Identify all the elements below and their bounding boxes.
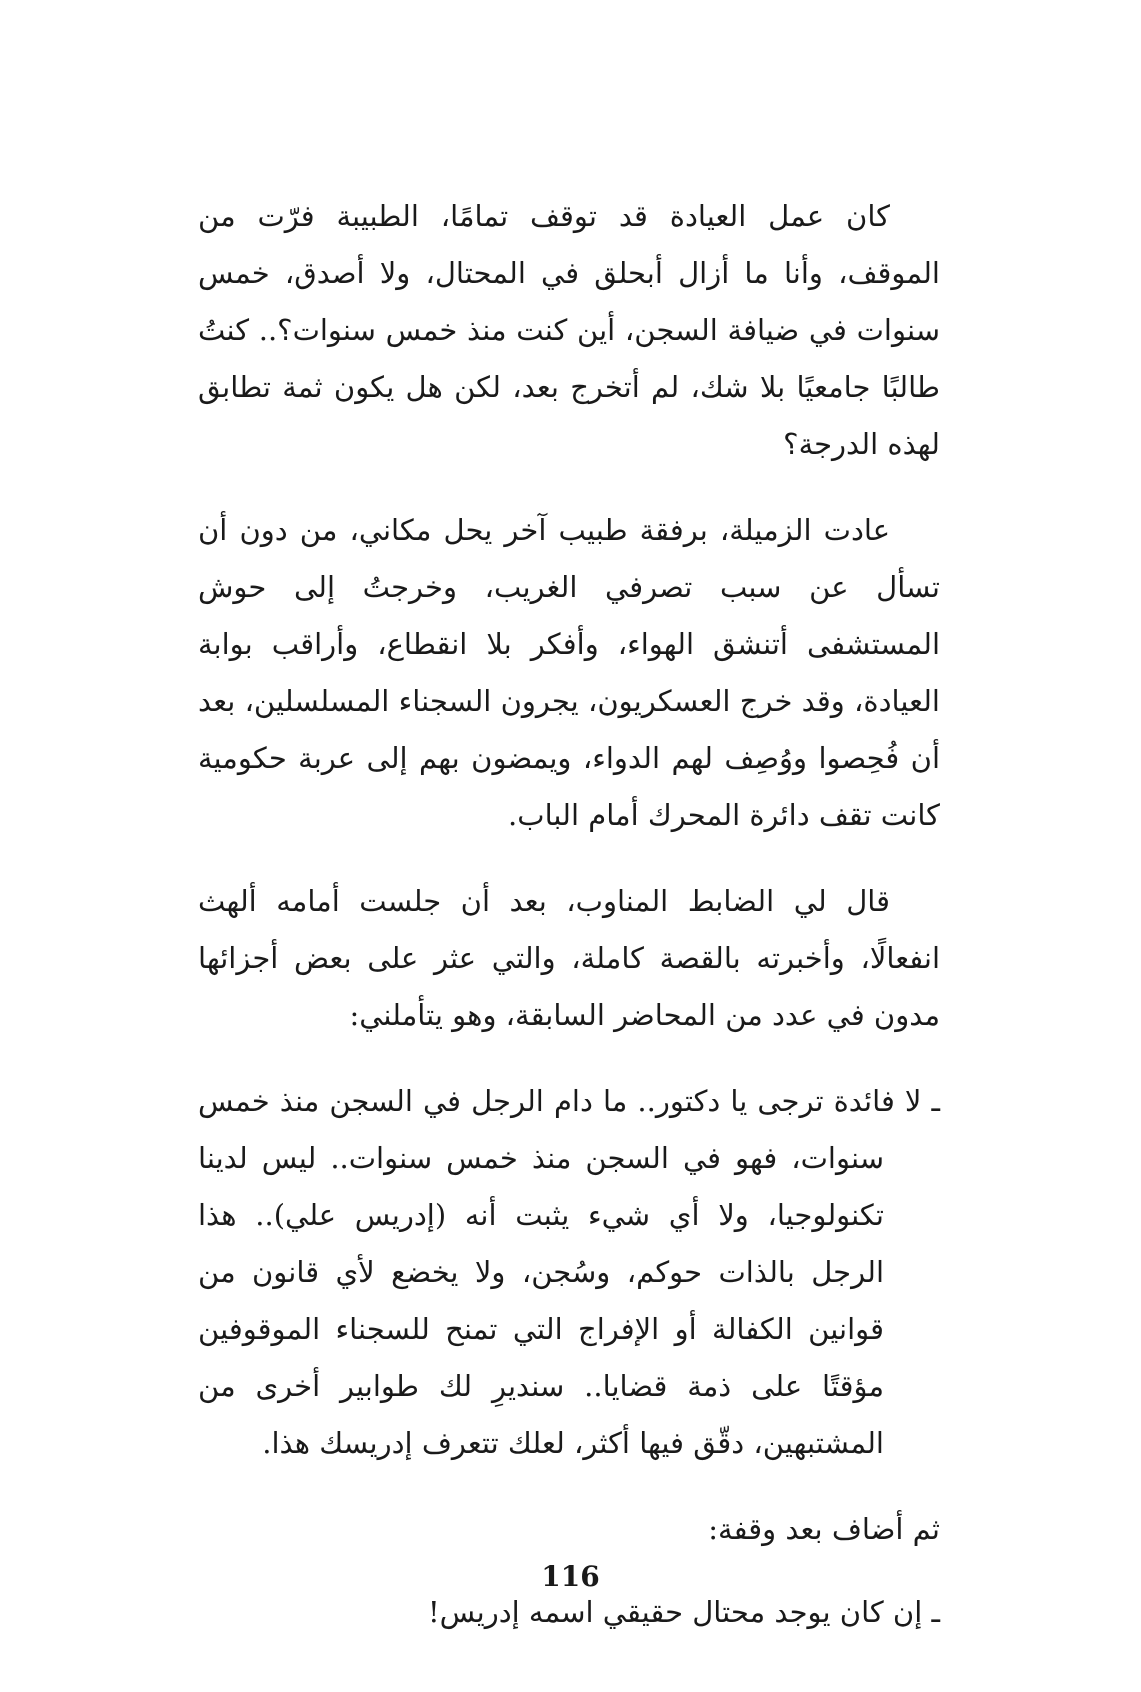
- paragraph-3: قال لي الضابط المناوب، بعد أن جلست أمامه ألهث انفعالًا، وأخبرته بالقصة كاملة، والتي عثر على بعض أجزائها مدون في عدد من المحاضر السابقة، وهو يتأملني:: [198, 884, 940, 1032]
- page-number: 116: [541, 1560, 600, 1593]
- paragraph-2: عادت الزميلة، برفقة طبيب آخر يحل مكاني، من دون أن تسأل عن سبب تصرفي الغريب، وخرجتُ إلى حوش المستشفى أتنشق الهواء، وأفكر بلا انقطاع، وأراقب بوابة العيادة، وقد خرج العسكريون، يجرون السجناء المسلسلين، بعد أن فُحِصوا ووُصِف لهم الدواء، ويمضون بهم إلى عربة حكومية كانت تقف دائرة المحرك أمام الباب.: [198, 513, 940, 832]
- paragraph-1: كان عمل العيادة قد توقف تمامًا، الطبيبة فرّت من الموقف، وأنا ما أزال أبحلق في المحتال، ولا أصدق، خمس سنوات في ضيافة السجن، أين كنت منذ خمس سنوات؟.. كنتُ طالبًا جامعيًا بلا شك، لم أتخرج بعد، لكن هل يكون ثمة تطابق لهذه الدرجة؟: [198, 199, 940, 461]
- dialogue-officer: ـ لا فائدة ترجى يا دكتور.. ما دام الرجل في السجن منذ خمس سنوات، فهو في السجن منذ خمس سنوات.. ليس لدينا تكنولوجيا، ولا أي شيء يثبت أنه (إدريس علي).. هذا الرجل بالذات حوكم، وسُجن، ولا يخضع لأي قانون من قوانين الكفالة أو الإفراج التي تمنح للسجناء الموقوفين مؤقتًا على ذمة قضايا.. سنديرِ لك طوابير أخرى من المشتبهين، دقّق فيها أكثر، لعلك تتعرف إدريسك هذا.: [198, 1084, 940, 1460]
- narration-line: ثم أضاف بعد وقفة:: [708, 1512, 940, 1546]
- page-body-text: [198, 188, 940, 1670]
- dialogue-final: ـ إن كان يوجد محتال حقيقي اسمه إدريس!: [428, 1595, 940, 1629]
